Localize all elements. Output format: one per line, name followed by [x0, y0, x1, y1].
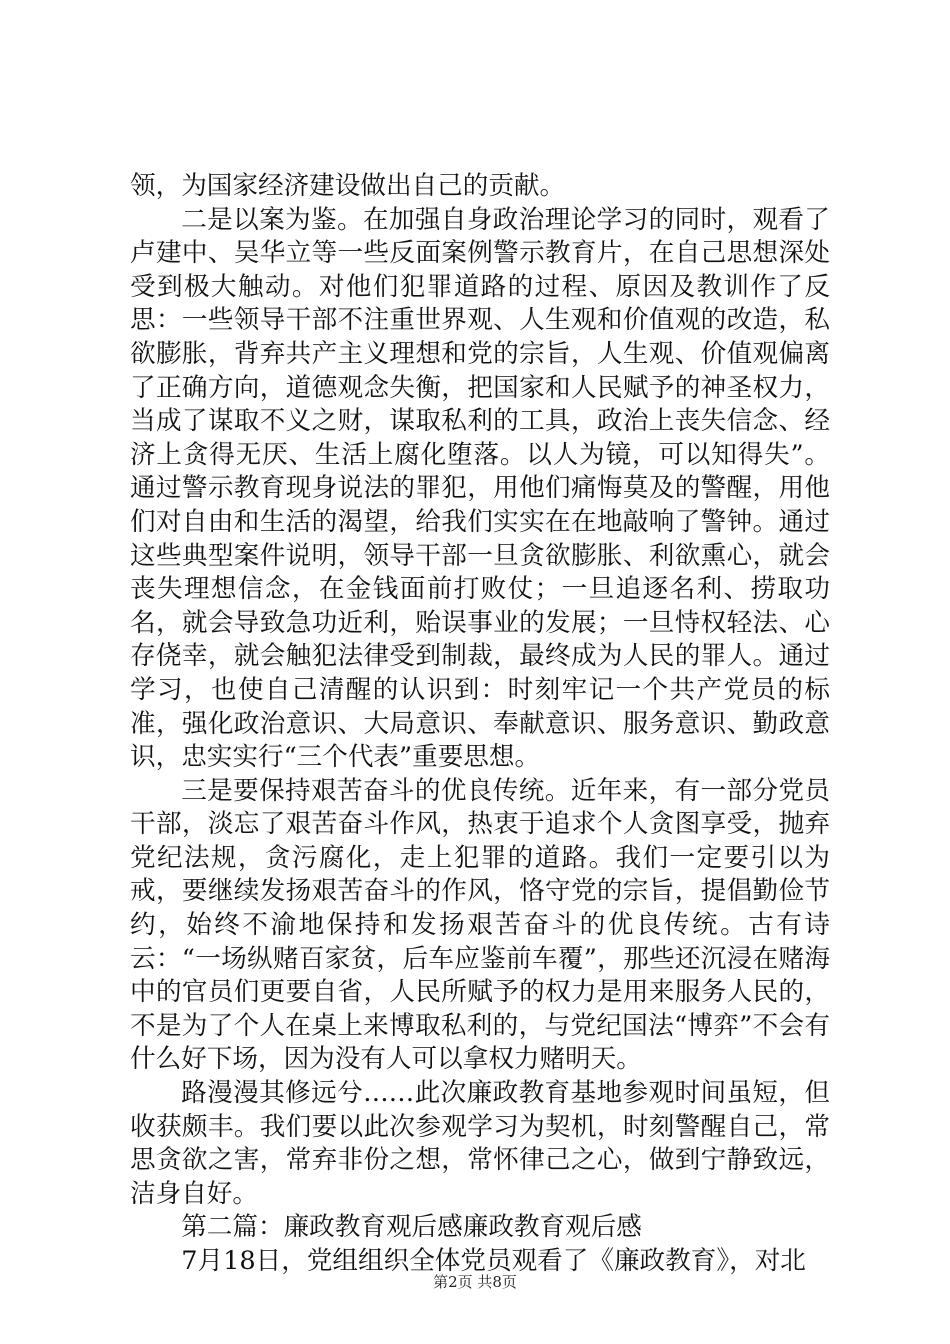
paragraph-second-article-start: 7月18日，党组组织全体党员观看了《廉政教育》，对北: [181, 1246, 806, 1276]
paragraph-lesson-cases: 二是以案为鉴。在加强自身政治理论学习的同时，观看了卢建中、吴华立等一些反面案例警示教育片，在自己思想深处受到极大触动。对他们犯罪道路的过程、原因及教训作了反思：一些领导干部不注重世界观、人生观和价值观的改造，私欲膨胀，背弃共产主义理想和党的宗旨，人生观、价值观偏离了正确方向，道德观念失衡，把国家和人民赋予的神圣权力，当成了谋取不义之财，谋取私利的工具，政治上丧失信念、经济上贪得无厌、生活上腐化堕落。以人为镜，可以知得失”。通过警示教育现身说法的罪犯，用他们痛悔莫及的警醒，用他们对自由和生活的渴望，给我们实实在在地敲响了警钟。通过这些典型案件说明，领导干部一旦贪欲膨胀、利欲熏心，就会丧失理想信念，在金钱面前打败仗；一旦追逐名利、捞取功名，就会导致急功近利，贻误事业的发展；一旦恃权轻法、心存侥幸，就会触犯法律受到制裁，最终成为人民的罪人。通过学习，也使自己清醒的认识到：时刻牢记一个共产党员的标准，强化政治意识、大局意识、奉献意识、服务意识、勤政意识，忠实实行“三个代表”重要思想。: [130, 204, 830, 773]
section-heading: 第二篇：廉政教育观后感廉政教育观后感: [181, 1212, 642, 1243]
paragraph-hard-work-tradition: 三是要保持艰苦奋斗的优良传统。近年来，有一部分党员干部，淡忘了艰苦奋斗作风，热衷于追求个人贪图享受，抛弃党纪法规，贪污腐化，走上犯罪的道路。我们一定要引以为戒，要继续发扬艰苦奋斗的作风，恪守党的宗旨，提倡勤俭节约，始终不渝地保持和发扬艰苦奋斗的优良传统。古有诗云：“一场纵赌百家贫，后车应鉴前车覆”，那些还沉浸在赌海中的官员们更要自省，人民所赋予的权力是用来服务人民的，不是为了个人在桌上来博取私利的，与党纪国法“博弈”不会有什么好下场，因为没有人可以拿权力赌明天。: [130, 775, 830, 1075]
document-body: [130, 170, 830, 1279]
page-footer: 第2页 共8页: [433, 1273, 517, 1291]
paragraph-continuation: 领，为国家经济建设做出自己的贡献。: [130, 171, 566, 201]
paragraph-conclusion: 路漫漫其修远兮……此次廉政教育基地参观时间虽短，但收获颇丰。我们要以此次参观学习为契机，时刻警醒自己，常思贪欲之害，常弃非份之想，常怀律己之心，做到宁静致远，洁身自好。: [130, 1078, 830, 1209]
